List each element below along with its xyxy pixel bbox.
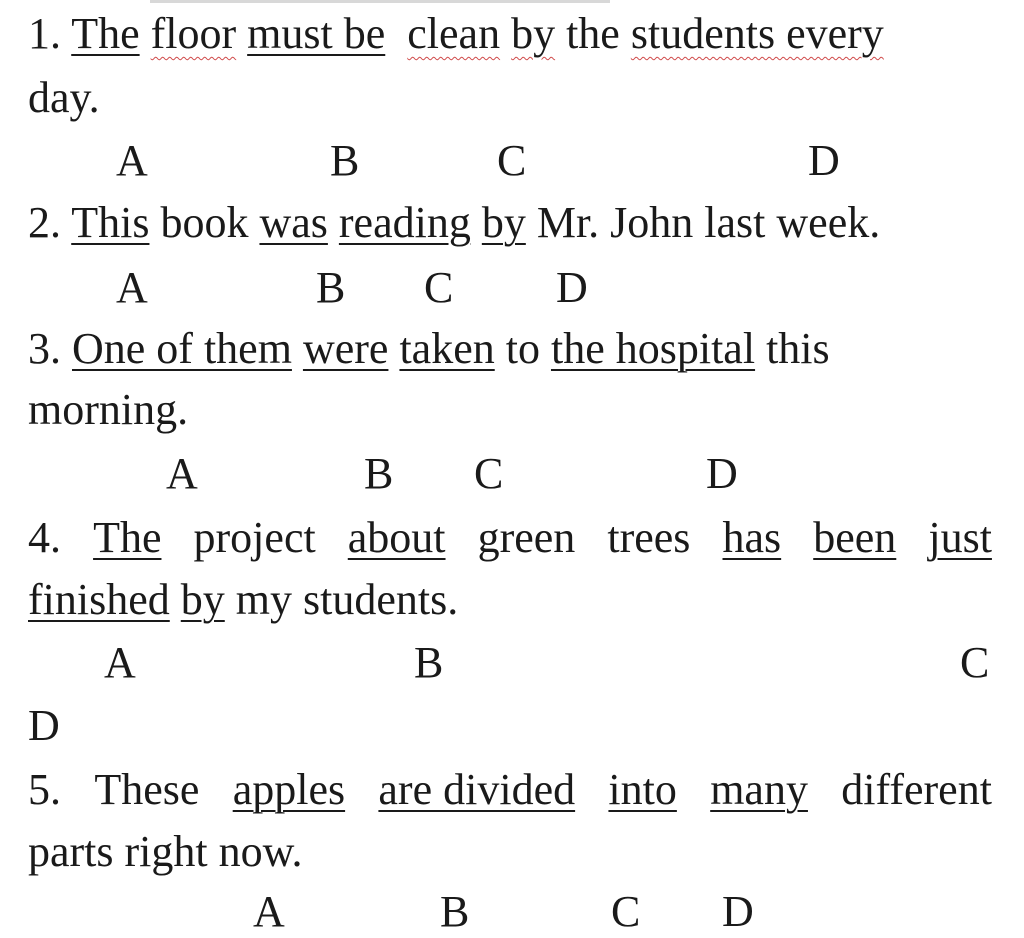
question-number: 5. xyxy=(28,765,61,814)
option-label-a: A xyxy=(104,638,136,687)
option-c-phrase-part-2: been xyxy=(813,513,897,562)
option-d-phrase: by xyxy=(481,198,526,247)
option-label-c: C xyxy=(474,449,504,498)
question-5-line-1 xyxy=(28,764,992,816)
question-number: 1. xyxy=(28,9,61,58)
question-3-line-2 xyxy=(28,384,188,436)
option-label-d: D xyxy=(706,449,738,498)
top-divider xyxy=(150,0,610,3)
option-label-c: C xyxy=(424,263,454,312)
option-b-phrase: are divided xyxy=(378,765,576,814)
question-4-line-1 xyxy=(28,512,992,564)
option-c-phrase-part-1: has xyxy=(722,513,782,562)
question-1-line-2 xyxy=(28,72,100,124)
sentence-rest: my students. xyxy=(235,575,459,624)
option-a-phrase: This xyxy=(71,198,150,247)
word-green: green xyxy=(477,513,576,562)
question-text: morning. xyxy=(28,385,189,434)
option-label-a: A xyxy=(116,263,148,312)
option-label-b: B xyxy=(316,263,346,312)
option-c-phrase: reading xyxy=(338,198,471,247)
question-3-line-1 xyxy=(28,323,830,375)
word-this: this xyxy=(766,324,830,373)
question-1-line-1 xyxy=(28,8,884,60)
word-by: by xyxy=(511,9,556,58)
option-label-d: D xyxy=(28,701,60,750)
option-label-d: D xyxy=(556,263,588,312)
option-a-phrase: The xyxy=(71,9,140,58)
sentence-rest: Mr. John last week. xyxy=(536,198,881,247)
option-d-phrase: many xyxy=(710,765,808,814)
option-d-phrase: students every xyxy=(630,9,884,58)
option-label-a: A xyxy=(253,887,285,936)
option-label-a: A xyxy=(166,449,198,498)
option-label-b: B xyxy=(414,638,444,687)
option-c-phrase: taken xyxy=(399,324,495,373)
option-b-phrase: about xyxy=(347,513,446,562)
word-book: book xyxy=(160,198,249,247)
option-b-phrase: were xyxy=(302,324,389,373)
option-label-d: D xyxy=(808,136,840,185)
option-label-b: B xyxy=(364,449,394,498)
option-c-phrase: into xyxy=(608,765,677,814)
option-b-phrase: was xyxy=(259,198,328,247)
word-these: These xyxy=(94,765,200,814)
option-d-phrase: the hospital xyxy=(550,324,756,373)
option-b-phrase: must be xyxy=(247,9,386,58)
word-the: the xyxy=(566,9,620,58)
question-number: 2. xyxy=(28,198,61,247)
question-5-line-2 xyxy=(28,826,303,878)
option-a-phrase: One of them xyxy=(72,324,292,373)
option-a-phrase: The xyxy=(93,513,162,562)
word-project: project xyxy=(193,513,316,562)
question-text: parts right now. xyxy=(28,827,303,876)
word-different: different xyxy=(841,765,992,814)
option-label-c: C xyxy=(497,136,527,185)
option-c-phrase: clean xyxy=(407,9,501,58)
option-c-phrase-part-3: just xyxy=(928,513,992,562)
option-label-c: C xyxy=(611,887,641,936)
question-number: 3. xyxy=(28,324,61,373)
question-text: day. xyxy=(28,73,100,122)
question-4-line-2 xyxy=(28,574,458,626)
word-to: to xyxy=(505,324,540,373)
option-label-a: A xyxy=(116,136,148,185)
option-label-b: B xyxy=(330,136,360,185)
question-2-line-1 xyxy=(28,197,880,249)
option-label-c: C xyxy=(960,638,990,687)
option-c-phrase-part-4: finished xyxy=(28,575,170,624)
option-d-phrase: by xyxy=(180,575,225,624)
option-label-d: D xyxy=(722,887,754,936)
option-a-phrase: apples xyxy=(232,765,346,814)
question-number: 4. xyxy=(28,513,61,562)
option-label-b: B xyxy=(440,887,470,936)
word-floor: floor xyxy=(150,9,237,58)
word-trees: trees xyxy=(607,513,691,562)
